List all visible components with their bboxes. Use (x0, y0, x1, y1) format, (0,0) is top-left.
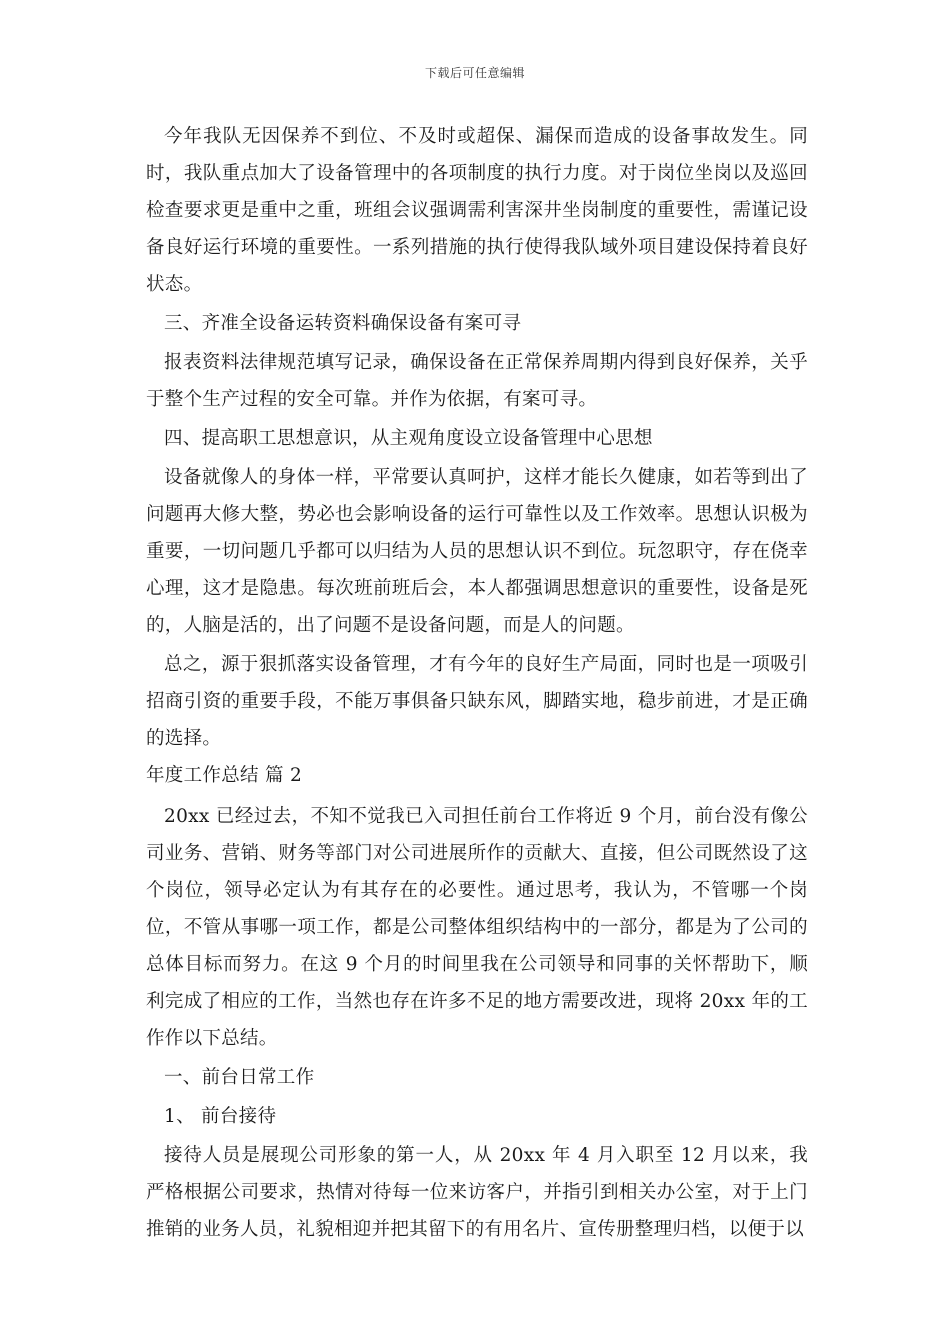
document-body (146, 118, 808, 1248)
paragraph-front-desk-intro: 20xx 已经过去，不知不觉我已入司担任前台工作将近 9 个月，前台没有像公司业务、营销、财务等部门对公司进展所作的贡献大、直接，但公司既然设了这个岗位，领导必定认为有其存在的必要性。通过思考，我认为，不管哪一个岗位，不管从事哪一项工作，都是公司整体组织结构中的一部分，都是为了公司的总体目标而努力。在这 9 个月的时间里我在公司领导和同事的关怀帮助下，顺利完成了相应的工作，当然也存在许多不足的地方需要改进，现将 20xx 年的工作作以下总结。 (146, 806, 808, 1049)
section-heading-3: 三、齐准全设备运转资料确保设备有案可寻 (164, 313, 522, 334)
document-subtitle: 年度工作总结 篇 2 (146, 765, 303, 786)
paragraph-conclusion: 总之，源于狠抓落实设备管理，才有今年的良好生产局面，同时也是一项吸引招商引资的重要手段，不能万事俱备只缺东风，脚踏实地，稳步前进，才是正确的选择。 (146, 654, 808, 749)
paragraph-equipment-maintenance: 今年我队无因保养不到位、不及时或超保、漏保而造成的设备事故发生。同时，我队重点加大了设备管理中的各项制度的执行力度。对于岗位坐岗以及巡回检查要求更是重中之重，班组会议强调需利害深井坐岗制度的重要性，需谨记设备良好运行环境的重要性。一系列措施的执行使得我队域外项目建设保持着良好状态。 (146, 126, 808, 295)
section-heading-daily-work: 一、前台日常工作 (164, 1067, 315, 1088)
section-heading-4: 四、提高职工思想意识，从主观角度设立设备管理中心思想 (164, 428, 653, 449)
paragraph-reception: 接待人员是展现公司形象的第一人，从 20xx 年 4 月入职至 12 月以来，我严格根据公司要求，热情对待每一位来访客户，并指引到相关办公室，对于上门推销的业务人员，礼貌相迎并把其留下的有用名片、宣传册整理归档，以便于以 (146, 1145, 808, 1240)
paragraph-records: 报表资料法律规范填写记录，确保设备在正常保养周期内得到良好保养，关乎于整个生产过程的安全可靠。并作为依据，有案可寻。 (146, 352, 808, 410)
subsection-heading-reception: 1、 前台接待 (164, 1106, 277, 1127)
paragraph-awareness: 设备就像人的身体一样，平常要认真呵护，这样才能长久健康，如若等到出了问题再大修大整，势必也会影响设备的运行可靠性以及工作效率。思想认识极为重要，一切问题几乎都可以归结为人员的思想认识不到位。玩忽职守，存在侥幸心理，这才是隐患。每次班前班后会，本人都强调思想意识的重要性，设备是死的，人脑是活的，出了问题不是设备问题，而是人的问题。 (146, 467, 808, 636)
page-header-note: 下载后可任意编辑 (424, 66, 525, 80)
